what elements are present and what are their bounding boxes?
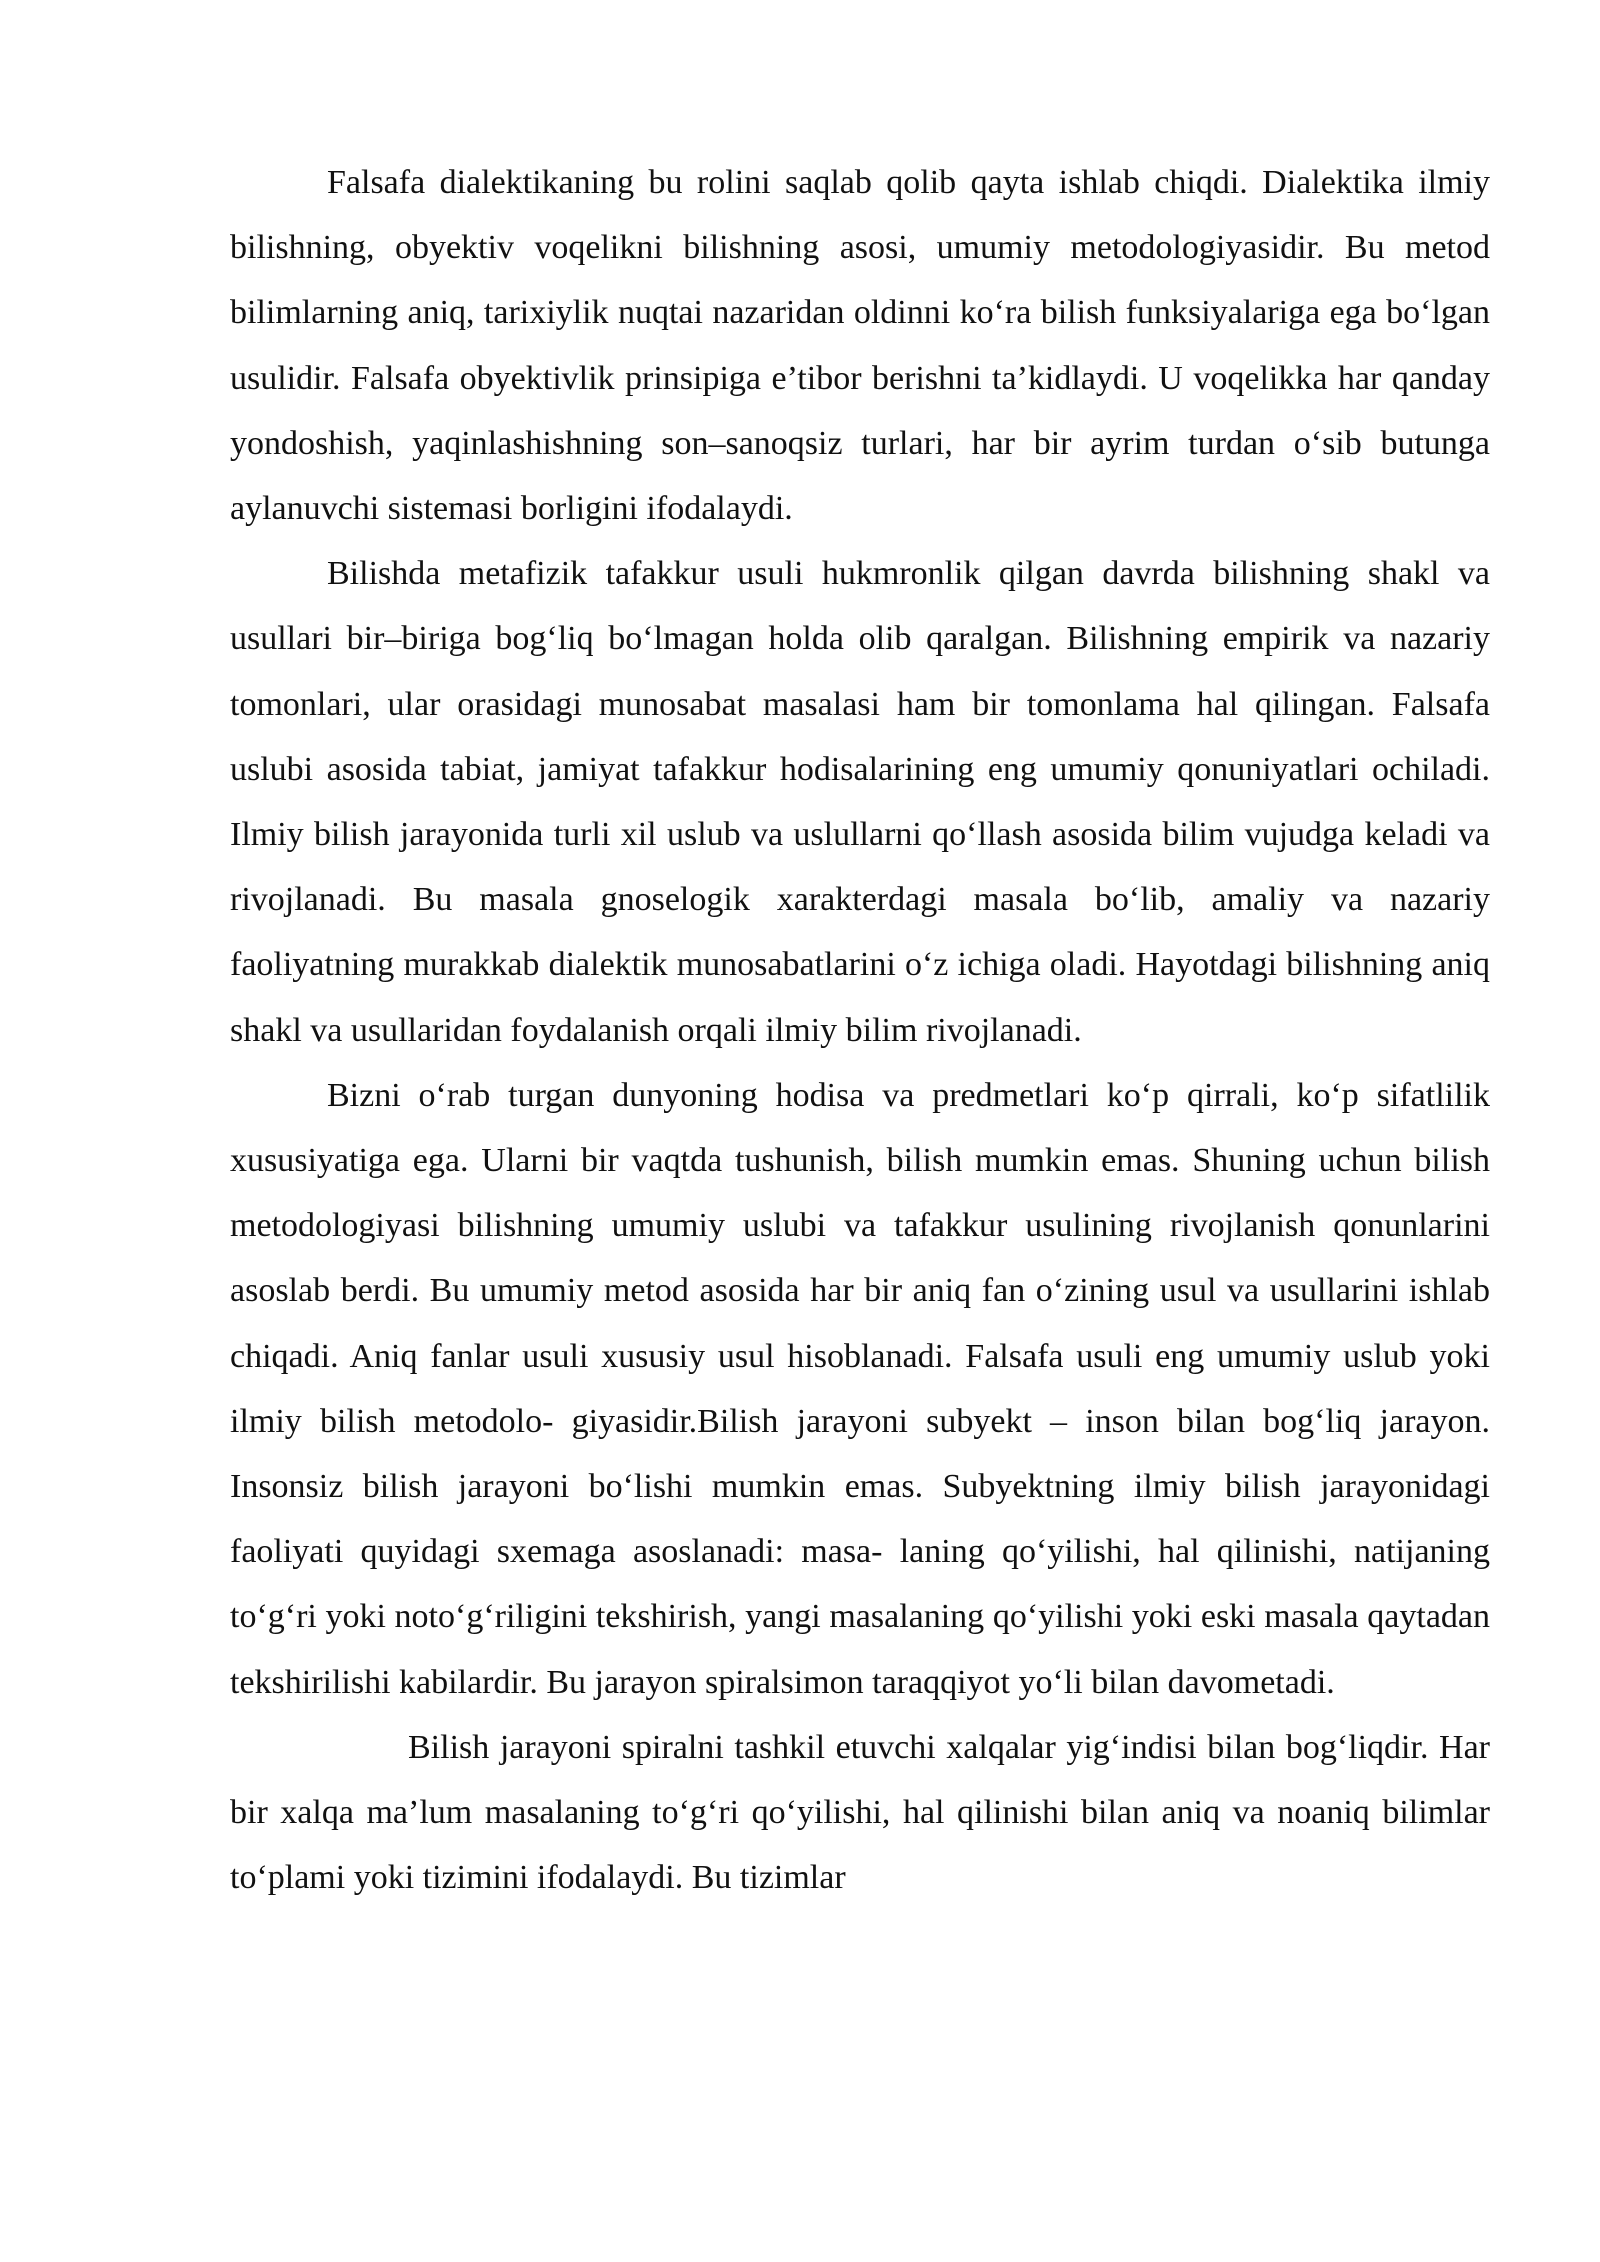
- paragraph-4: Bilish jarayoni spiralni tashkil etuvchi xalqalar yig‘indisi bilan bog‘liqdir. Har bir xalqa ma’lum masalaning to‘g‘ri qo‘yilishi, hal qilinishi bilan aniq va noaniq bilimlar to‘plami yoki tizimini ifodalaydi. Bu tizimlar: [230, 1728, 1490, 1897]
- paragraph-3: Bizni o‘rab turgan dunyoning hodisa va predmetlari ko‘p qirrali, ko‘p sifatlilik xususiyatiga ega. Ularni bir vaqtda tushunish, bilish mumkin emas. Shuning uchun bilish metodologiyasi bilishning umumiy uslubi va tafakkur usulining rivojlanish qonunlarini asoslab berdi. Bu umumiy metod asosida har bir aniq fan o‘zining usul va usullarini ishlab chiqadi. Aniq fanlar usuli xususiy usul hisoblanadi. Falsafa usuli eng umumiy uslub yoki ilmiy bilish metodolo- giyasidir.Bilish jarayoni subyekt – inson bilan bog‘liq jarayon. Insonsiz bilish jarayoni bo‘lishi mumkin emas. Subyektning ilmiy bilish jarayonidagi faoliyati quyidagi sxemaga asoslanadi: masa- laning qo‘yilishi, hal qilinishi, natijaning to‘g‘ri yoki noto‘g‘riligini tekshirish, yangi masalaning qo‘yilishi yoki eski masala qaytadan tekshirilishi kabilardir. Bu jarayon spiralsimon taraqqiyot yo‘li bilan davometadi.: [230, 1076, 1490, 1701]
- document-body: [230, 150, 1490, 1910]
- paragraph-1: Falsafa dialektikaning bu rolini saqlab qolib qayta ishlab chiqdi. Dialektika ilmiy bilishning, obyektiv voqelikni bilishning asosi, umumiy metodologiyasidir. Bu metod bilimlarning aniq, tarixiylik nuqtai nazaridan oldinni ko‘ra bilish funksiyalariga ega bo‘lgan usulidir. Falsafa obyektivlik prinsipiga e’tibor berishni ta’kidlaydi. U voqelikka har qanday yondoshish, yaqinlashishning son–sanoqsiz turlari, har bir ayrim turdan o‘sib butunga aylanuvchi sistemasi borligini ifodalaydi.: [230, 164, 1490, 528]
- paragraph-2: Bilishda metafizik tafakkur usuli hukmronlik qilgan davrda bilishning shakl va usullari bir–biriga bog‘liq bo‘lmagan holda olib qaralgan. Bilishning empirik va nazariy tomonlari, ular orasidagi munosabat masalasi ham bir tomonlama hal qilingan. Falsafa uslubi asosida tabiat, jamiyat tafakkur hodisalarining eng umumiy qonuniyatlari ochiladi. Ilmiy bilish jarayonida turli xil uslub va uslullarni qo‘llash asosida bilim vujudga keladi va rivojlanadi. Bu masala gnoselogik xarakterdagi masala bo‘lib, amaliy va nazariy faoliyatning murakkab dialektik munosabatlarini o‘z ichiga oladi. Hayotdagi bilishning aniq shakl va usullaridan foydalanish orqali ilmiy bilim rivojlanadi.: [230, 555, 1490, 1049]
